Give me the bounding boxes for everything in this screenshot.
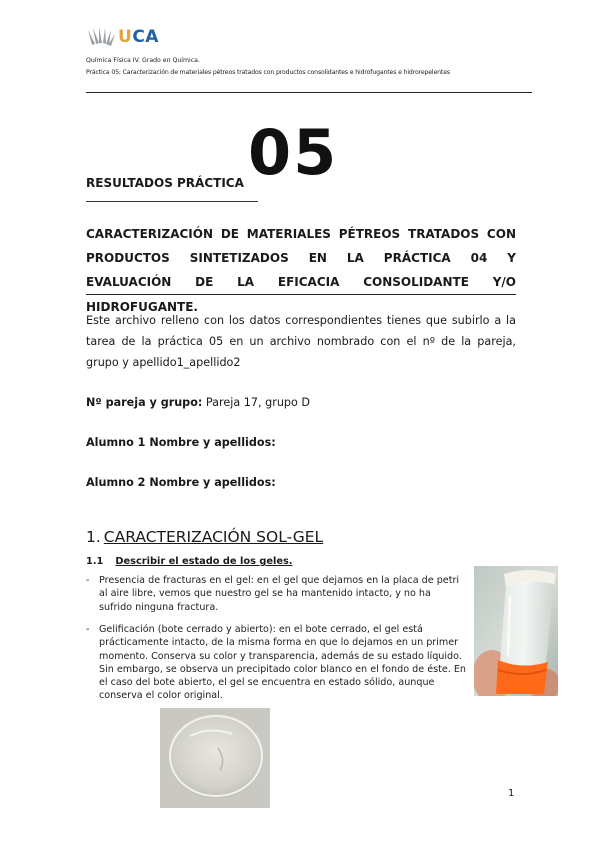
practice-heading [86,222,516,319]
uca-emblem-icon [86,26,116,48]
student1-field [86,436,276,449]
logo-letters-ca: CA [132,27,159,47]
student1-label: Alumno 1 Nombre y apellidos: [86,436,276,449]
logo-wordmark [118,27,159,47]
section-heading [86,528,323,546]
section-title: CARACTERIZACIÓN SOL-GEL [103,528,324,546]
subsection-number: 1.1 [86,556,104,567]
petri-dish-photo [160,708,270,808]
vial-photo [474,566,558,696]
results-underline [86,201,258,202]
heading-line-3: EVALUACIÓN DE LA EFICACIA CONSOLIDANTE Y/O [86,270,516,295]
subsection-heading [86,556,293,567]
bullet-dash: - [86,575,90,586]
intro-paragraph: Este archivo relleno con los datos correspondientes tienes que subirlo a la tarea de la práctica 05 en un archivo nombrado con el nº de la pareja, grupo y apellido1_apellido2 [86,314,516,369]
student2-label: Alumno 2 Nombre y apellidos: [86,476,276,489]
bullet-text: Presencia de fracturas en el gel: en el gel que dejamos en la placa de petri al aire libre, vemos que nuestro gel se ha mantenido intacto, y no ha sufrido ninguna fractura. [99,575,460,613]
student2-field [86,476,276,489]
bullet-dash: - [86,624,90,635]
pair-group-value: Pareja 17, grupo D [202,396,311,409]
section-number: 1. [86,528,101,546]
uca-logo [86,24,159,50]
heading-line-1: CARACTERIZACIÓN DE MATERIALES PÉTREOS TRATADOS CON [86,227,516,241]
subsection-title: Describir el estado de los geles. [115,556,293,567]
practice-line: Práctica 05: Caracterización de materiales pétreos tratados con productos consolidantes e hidrofugantes e hidrorepelentes [86,69,450,76]
heading-line-4: HIDROFUGANTE. [86,300,198,314]
pair-group-label: Nº pareja y grupo: [86,396,203,409]
bullet-text: Gelificación (bote cerrado y abierto): en el bote cerrado, el gel está prácticamente intacto, de la misma forma en que lo dejamos en un primer momento. Conserva su color y transparencia, además de su estado líquido. Sin embargo, se observa un precipitado color blanco en el fondo de éste. En el caso del bote abierto, el gel se encuentra en estado sólido, aunque conserva el color original. [99,624,466,702]
course-line: Química Física IV. Grado en Química. [86,57,200,64]
bullet-fractures [86,574,466,614]
bullet-gelification [86,623,466,703]
page-number: 1 [508,788,515,799]
results-label: RESULTADOS PRÁCTICA [86,176,244,190]
header-divider [86,92,532,93]
pair-group-field [86,396,310,409]
logo-letter-u: U [118,27,133,47]
heading-line-2: PRODUCTOS SINTETIZADOS EN LA PRÁCTICA 04 Y [86,251,516,265]
practice-number: 05 [248,116,339,189]
